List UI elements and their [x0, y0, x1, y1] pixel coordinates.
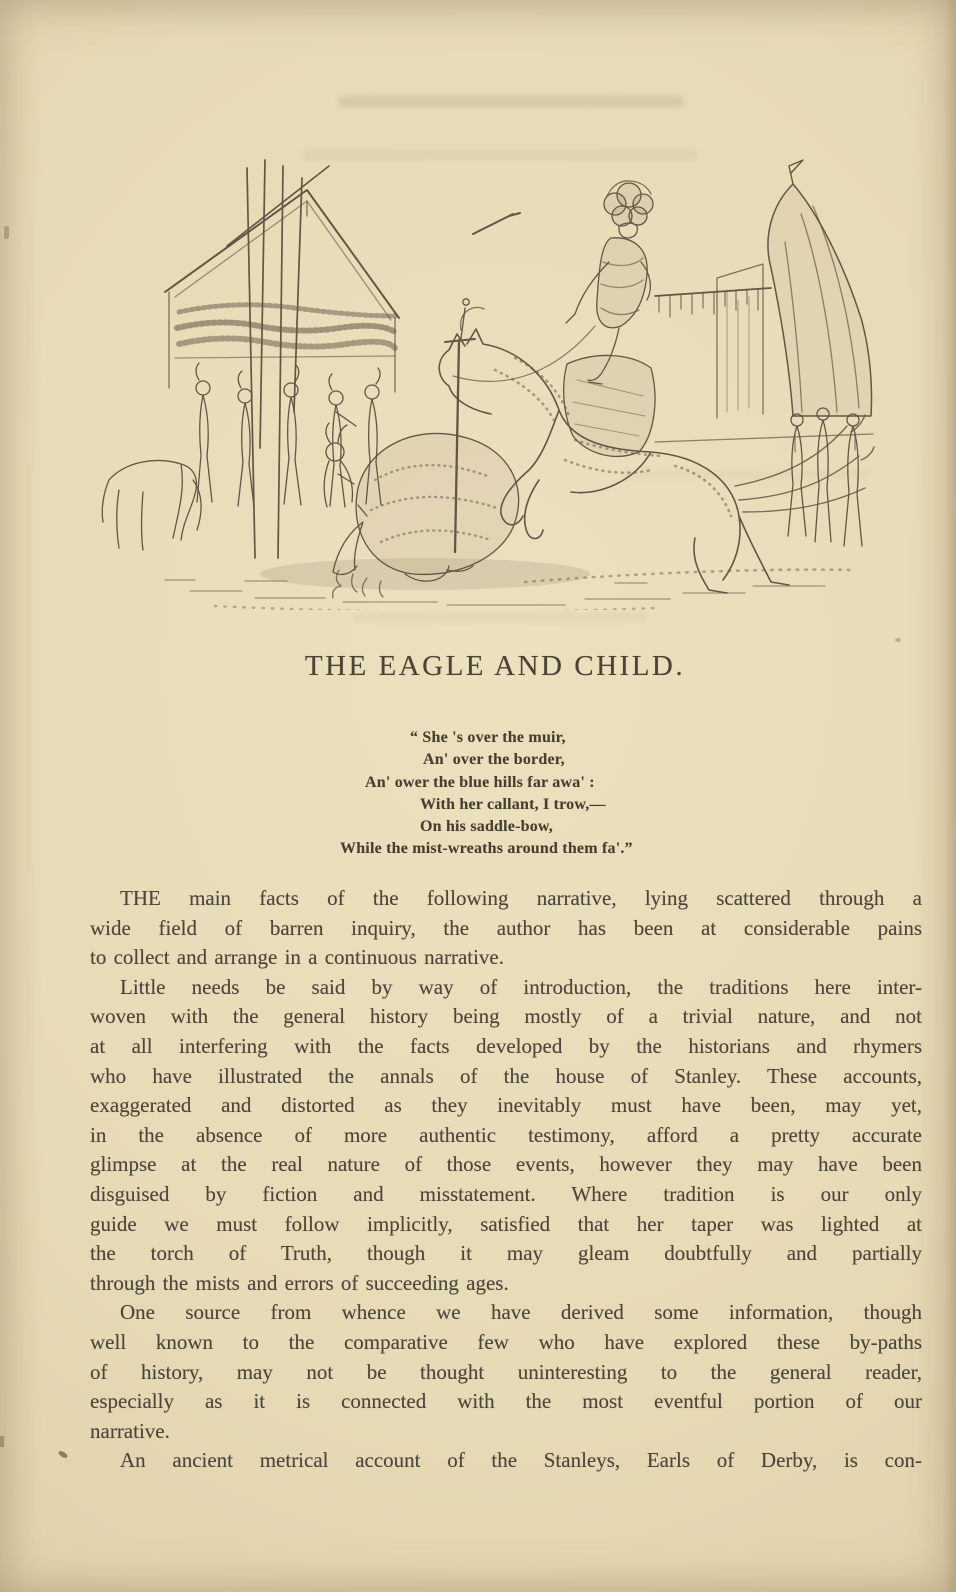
showthrough-mark [338, 96, 684, 107]
broken-lance [473, 213, 520, 234]
body-line: in the absence of more authentic testimony, afford a pretty accurate [90, 1122, 922, 1147]
lances [227, 160, 329, 558]
showthrough-mark [352, 613, 648, 622]
body-line: guide we must follow implicitly, satisfied that her taper was lighted at [90, 1211, 922, 1236]
body-line: narrative. [90, 1418, 170, 1443]
body-line: to collect and arrange in a continuous narrative. [90, 945, 505, 970]
epigraph-line: On his saddle-bow, [420, 818, 553, 836]
body-line: well known to the comparative few who have explored these by-paths [90, 1329, 922, 1354]
fallen-knight [324, 423, 354, 507]
ink-speck [0, 1436, 4, 1447]
body-line: woven with the general history being mostly of a trivial nature, and not [90, 1004, 922, 1029]
pavilion-tent [717, 160, 872, 418]
epigraph-line: “ She 's over the muir, [410, 729, 566, 746]
body-line: who have illustrated the annals of the house of Stanley. These accounts, [90, 1063, 922, 1088]
body-line: An ancient metrical account of the Stanleys, Earls of Derby, is con- [120, 1448, 922, 1473]
body-line: disguised by fiction and misstatement. Where tradition is our only [90, 1181, 922, 1206]
body-line: Little needs be said by way of introduction, the traditions here inter- [120, 974, 922, 999]
left-bystanders [102, 363, 381, 550]
epigraph-line: An' ower the blue hills far awa' : [365, 773, 595, 791]
tournament-illustration [95, 150, 875, 610]
ink-speck [57, 1450, 68, 1460]
body-line: especially as it is connected with the most eventful portion of our [90, 1389, 922, 1414]
body-text [90, 884, 922, 1476]
ink-speck [895, 638, 901, 642]
body-line: the torch of Truth, though it may gleam doubtfully and partially [90, 1241, 922, 1266]
ground [165, 558, 855, 610]
body-line: at all interfering with the facts developed by the historians and rhymers [90, 1033, 922, 1058]
right-bystanders [788, 408, 862, 546]
epigraph-line: With her callant, I trow,— [420, 795, 606, 813]
body-line: exaggerated and distorted as they inevitably must have been, may yet, [90, 1093, 922, 1118]
page-edge-shadow [944, 0, 956, 1592]
ink-speck [4, 226, 9, 239]
epigraph-line: An' over the border, [423, 751, 565, 769]
body-line: wide field of barren inquiry, the author has been at considerable pains [90, 915, 922, 940]
body-line: glimpse at the real nature of those events, however they may have been [90, 1152, 922, 1177]
body-line: of history, may not be thought uninteresting to the general reader, [90, 1359, 922, 1384]
epigraph [338, 727, 758, 861]
page-title: THE EAGLE AND CHILD. [304, 650, 686, 682]
epigraph-line: While the mist-wreaths around them fa'.” [340, 840, 633, 858]
body-line: One source from whence we have derived some information, though [120, 1300, 922, 1325]
victorious-knight [566, 181, 653, 384]
body-line: THE main facts of the following narrative, lying scattered through a [120, 886, 922, 910]
body-line: through the mists and errors of succeeding ages. [90, 1270, 509, 1295]
